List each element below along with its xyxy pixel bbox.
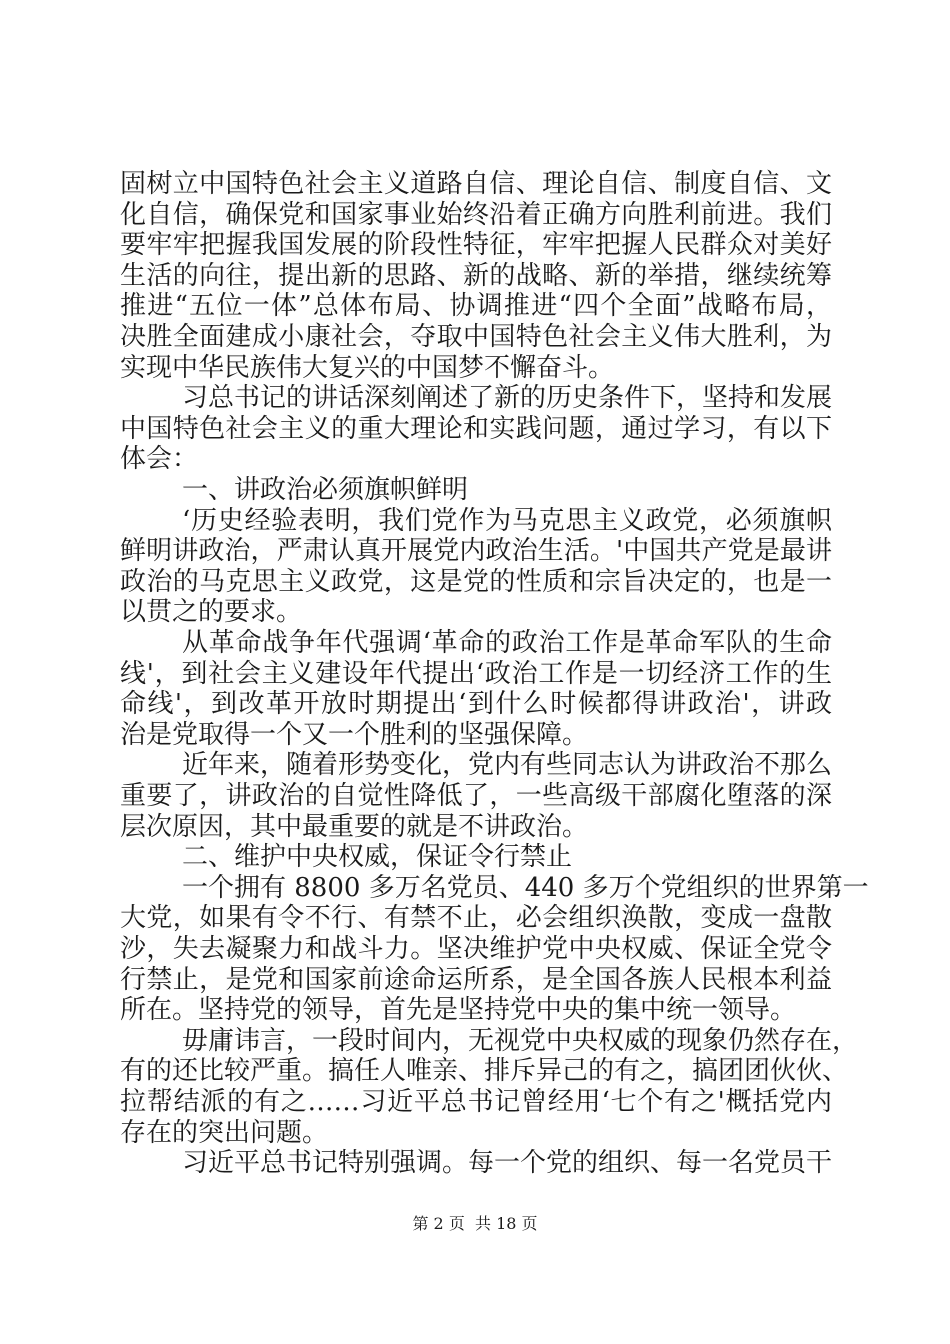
- text-line: 习总书记的讲话深刻阐述了新的历史条件下，坚持和发展: [182, 383, 833, 414]
- text-line: 治是党取得一个又一个胜利的坚强保障。: [120, 719, 589, 750]
- text-line: ‘历史经验表明，我们党作为马克思主义政党，必须旗帜: [182, 505, 832, 536]
- text-line: 固树立中国特色社会主义道路自信、理论自信、制度自信、文: [120, 169, 832, 199]
- text-line: 要牢牢把握我国发展的阶段性特征，牢牢把握人民群众对美好: [120, 230, 832, 261]
- text-line: 沙，失去凝聚力和战斗力。坚决维护党中央权威、保证全党令: [120, 934, 832, 964]
- text-line: 生活的向往，提出新的思路、新的战略、新的举措，继续统筹: [120, 260, 832, 291]
- text-line: 行禁止，是党和国家前途命运所系，是全国各族人民根本利益: [120, 964, 832, 995]
- text-line: 拉帮结派的有之……习近平总书记曾经用‘七个有之'概括党内: [120, 1087, 832, 1117]
- text-line: 体会：: [120, 444, 199, 475]
- text-line: 存在的突出问题。: [120, 1117, 329, 1148]
- page-footer: [0, 1214, 950, 1234]
- text-line: 化自信，确保党和国家事业始终沿着正确方向胜利前进。我们: [120, 199, 832, 230]
- text-line: 推进“五位一体”总体布局、协调推进“四个全面”战略布局，: [120, 291, 832, 322]
- text-line: 线'，到社会主义建设年代提出‘政治工作是一切经济工作的生: [120, 658, 832, 689]
- text-line: 一个拥有 8800 多万名党员、440 多万个党组织的世界第一: [182, 872, 869, 903]
- text-line: 中国特色社会主义的重大理论和实践问题，通过学习，有以下: [120, 413, 832, 444]
- text-line: 以贯之的要求。: [120, 597, 303, 628]
- page-number: 第 2 页 共 18 页: [412, 1214, 538, 1233]
- section-heading: 一、讲政治必须旗帜鲜明: [182, 475, 469, 505]
- text-line: 鲜明讲政治，严肃认真开展党内政治生活。'中国共产党是最讲: [120, 536, 832, 567]
- section-heading: 二、维护中央权威，保证令行禁止: [182, 842, 573, 873]
- text-line: 命线'，到改革开放时期提出‘到什么时候都得讲政治'，讲政: [120, 689, 832, 720]
- text-line: 有的还比较严重。搞任人唯亲、排斥异己的有之，搞团团伙伙、: [120, 1056, 849, 1087]
- text-line: 近年来，随着形势变化，党内有些同志认为讲政治不那么: [182, 750, 833, 781]
- text-line: 大党，如果有令不行、有禁不止，必会组织涣散，变成一盘散: [120, 903, 832, 934]
- text-line: 层次原因，其中最重要的就是不讲政治。: [120, 811, 589, 842]
- text-line: 毋庸讳言，一段时间内，无视党中央权威的现象仍然存在，: [182, 1025, 859, 1056]
- text-line: 从革命战争年代强调‘革命的政治工作是革命军队的生命: [182, 628, 832, 658]
- text-line: 决胜全面建成小康社会，夺取中国特色社会主义伟大胜利，为: [120, 322, 832, 352]
- text-line: 习近平总书记特别强调。每一个党的组织、每一名党员干: [182, 1148, 833, 1179]
- text-line: 所在。坚持党的领导，首先是坚持党中央的集中统一领导。: [120, 995, 797, 1026]
- text-line: 实现中华民族伟大复兴的中国梦不懈奋斗。: [120, 352, 615, 383]
- text-line: 政治的马克思主义政党，这是党的性质和宗旨决定的，也是一: [120, 566, 832, 597]
- text-line: 重要了，讲政治的自觉性降低了，一些高级干部腐化堕落的深: [120, 781, 832, 811]
